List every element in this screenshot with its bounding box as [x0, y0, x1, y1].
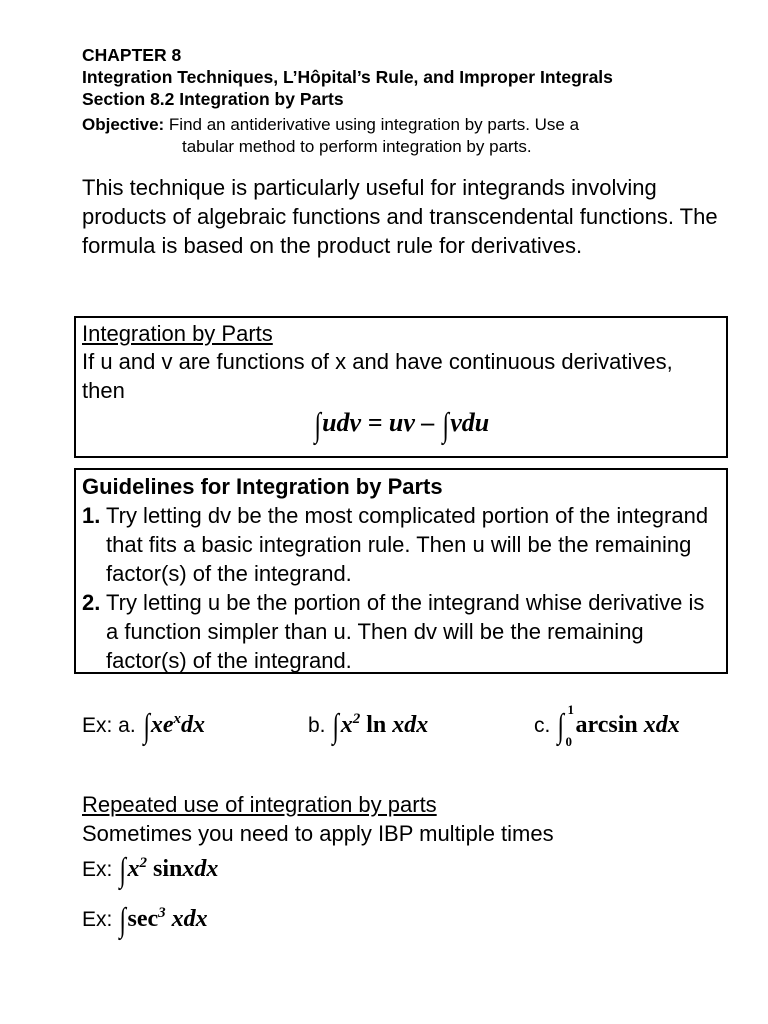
- repeated-example-1-label: Ex:: [82, 858, 113, 881]
- formula-lhs: udv = uv –: [322, 408, 435, 437]
- example-c-rest: xdx: [643, 712, 680, 738]
- example-a: [82, 708, 205, 746]
- example-a-term: xe: [150, 712, 174, 738]
- header: [82, 44, 732, 110]
- example-b-exponent: 2: [352, 711, 361, 727]
- example-a-dx: dx: [181, 712, 206, 738]
- intro-paragraph: This technique is particularly useful for integrands involving products of algebraic functions and transcendental functions. The formula is based on the product rule for derivatives.: [82, 175, 718, 258]
- ibp-formula: [82, 407, 720, 445]
- upper-limit: 1: [567, 702, 575, 717]
- objective-line-2: tabular method to perform integration by parts.: [182, 137, 532, 156]
- lower-limit: 0: [565, 734, 573, 749]
- example-c-function: arcsin: [575, 712, 638, 738]
- repeated-example-2-exponent: 3: [158, 905, 166, 921]
- repeated-text: Sometimes you need to apply IBP multiple times: [82, 821, 554, 846]
- example-b-function: ln: [366, 712, 387, 738]
- guideline-number: 1.: [82, 503, 101, 528]
- integral-sign-icon: ∫: [119, 902, 127, 939]
- integral-sign-icon: ∫: [332, 708, 340, 745]
- section-title: Section 8.2 Integration by Parts: [82, 89, 344, 109]
- repeated-section: [82, 790, 732, 848]
- objective: [82, 114, 732, 158]
- chapter-title: Integration Techniques, L’Hôpital’s Rule, and Improper Integrals: [82, 67, 613, 87]
- guideline-number: 2.: [82, 590, 101, 615]
- guideline-item: [82, 588, 720, 675]
- example-b-term: x: [340, 712, 353, 738]
- example-c-label: c.: [534, 714, 551, 737]
- guideline-item: [82, 501, 720, 588]
- guideline-text: Try letting dv be the most complicated portion of the integrand that fits a basic integration rule. Then u will be the remaining factor(s) of the integrand.: [106, 503, 709, 586]
- guidelines-box: [74, 468, 728, 674]
- objective-line-1: Find an antiderivative using integration by parts. Use a: [164, 115, 580, 134]
- examples-row: [82, 702, 732, 768]
- example-a-label: Ex: a.: [82, 714, 136, 737]
- repeated-example-1: [82, 852, 218, 890]
- repeated-example-1-function: sin: [153, 856, 183, 882]
- repeated-example-1-exponent: 2: [139, 855, 148, 871]
- example-a-exponent: x: [173, 711, 182, 727]
- repeated-example-2-rest: xdx: [171, 906, 208, 932]
- example-c: [534, 702, 680, 749]
- integral-sign-icon: ∫: [557, 708, 565, 745]
- integration-by-parts-box: [74, 316, 728, 458]
- example-b-rest: xdx: [392, 712, 429, 738]
- repeated-example-1-rest: xdx: [182, 856, 219, 882]
- repeated-example-2: [82, 902, 208, 940]
- ibp-box-text: If u and v are functions of x and have continuous derivatives, then: [82, 349, 673, 403]
- guidelines-title: Guidelines for Integration by Parts: [82, 474, 443, 499]
- objective-label: Objective:: [82, 115, 165, 134]
- formula-rhs: vdu: [450, 408, 490, 437]
- integral-sign-icon: ∫: [119, 852, 127, 889]
- repeated-example-1-term: x: [127, 856, 140, 882]
- repeated-example-2-function: sec: [127, 906, 159, 932]
- repeated-title: Repeated use of integration by parts: [82, 792, 437, 817]
- example-b: [308, 708, 428, 746]
- repeated-example-2-label: Ex:: [82, 908, 113, 931]
- guideline-text: Try letting u be the portion of the integrand whise derivative is a function simpler than u. Then dv will be the remaining factor(s) of the integrand.: [106, 590, 705, 673]
- chapter-number: CHAPTER 8: [82, 45, 182, 65]
- integral-sign-icon: ∫: [142, 708, 150, 745]
- integral-limits: [565, 702, 576, 749]
- ibp-box-title: Integration by Parts: [82, 321, 273, 346]
- integral-sign-icon: ∫: [442, 407, 449, 444]
- integral-sign-icon: ∫: [314, 407, 321, 444]
- example-b-label: b.: [308, 714, 326, 737]
